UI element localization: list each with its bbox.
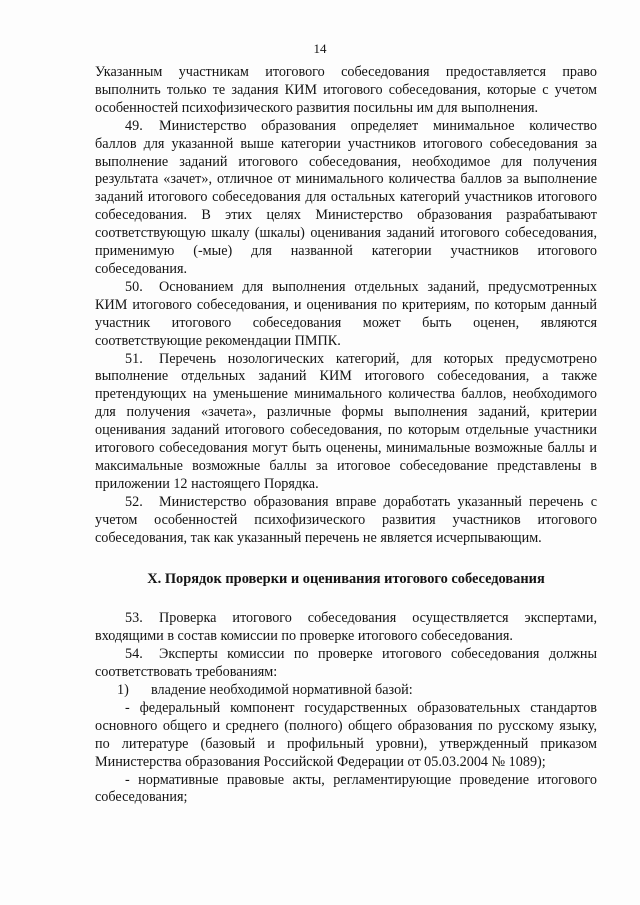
paragraph-50-text: Основанием для выполнения отдельных заданий, предусмотренных КИМ итогового собеседования, и оценивания по критериям, по которым данный участник итогового собеседования может быть оценен, являются соответствующие рекомендации ПМПК. bbox=[95, 278, 597, 349]
paragraph-50-number: 50. bbox=[125, 278, 143, 295]
page-body bbox=[95, 64, 597, 807]
paragraph-52-text: Министерство образования вправе доработать указанный перечень с учетом особенностей психофизического развития участников итогового собеседования, так как указанный перечень не является исчерпывающим. bbox=[95, 493, 597, 546]
paragraph-53-number: 53. bbox=[125, 610, 143, 627]
section-heading: X. Порядок проверки и оценивания итогового собеседования bbox=[147, 571, 545, 588]
paragraph-51-text: Перечень нозологических категорий, для которых предусмотрено выполнение отдельных заданий КИМ итогового собеседования, а также претендующих на уменьшение минимального количества баллов, необходимого для получения «зачета», различные формы выполнения заданий, критерии оценивания заданий итогового собеседования, по которым отдельные участники итогового собеседования могут быть оценены, минимальные возможные баллы и максимальные возможные баллы за итоговое собеседование представлены в приложении 12 настоящего Порядка. bbox=[95, 350, 597, 492]
paragraph-49-number: 49. bbox=[125, 117, 143, 134]
list-item-1 bbox=[95, 682, 597, 700]
page-number: 14 bbox=[313, 41, 327, 56]
paragraph-53 bbox=[95, 610, 597, 646]
paragraph-50 bbox=[95, 279, 597, 351]
dash-item-standards: - федеральный компонент государственных образовательных стандартов основного общего и среднего (полного) общего образования по русскому языку, по литературе (базовый и профильный уровни), утвержденный приказом Министерства образования Российской Федерации от 05.03.2004 № 1089); bbox=[95, 699, 597, 770]
list-item-1-number: 1) bbox=[117, 682, 129, 698]
paragraph-54 bbox=[95, 646, 597, 682]
paragraph-51 bbox=[95, 351, 597, 494]
dash-item-legal-acts: - нормативные правовые акты, регламентирующие проведение итогового собеседования; bbox=[95, 771, 597, 806]
paragraph-49-text: Министерство образования определяет минимальное количество баллов для указанной выше категории участников итогового собеседования за выполнение заданий итогового собеседования, необходимое для получения результата «зачет», отличное от минимального количества баллов за выполнение заданий итогового собеседования для остальных категорий участников итогового собеседования. В этих целях Министерство образования разрабатывают соответствующую шкалу (шкалы) оценивания заданий итогового собеседования, применимую (-мые) для названной категории участников итогового собеседования. bbox=[95, 117, 597, 277]
paragraph-54-number: 54. bbox=[125, 646, 143, 663]
paragraph-52 bbox=[95, 494, 597, 548]
paragraph-intro: Указанным участникам итогового собеседования предоставляется право выполнить только те задания КИМ итогового собеседования, которые с учетом особенностей психофизического развития посильны им для выполнения. bbox=[95, 64, 597, 116]
paragraph-51-number: 51. bbox=[125, 350, 143, 367]
paragraph-52-number: 52. bbox=[125, 493, 143, 510]
paragraph-54-text: Эксперты комиссии по проверке итогового собеседования должны соответствовать требованиям: bbox=[95, 646, 597, 681]
list-item-1-text: владение необходимой нормативной базой: bbox=[151, 682, 413, 698]
paragraph-49 bbox=[95, 118, 597, 279]
paragraph-53-text: Проверка итогового собеседования осуществляется экспертами, входящими в состав комиссии по проверке итогового собеседования. bbox=[95, 610, 597, 645]
